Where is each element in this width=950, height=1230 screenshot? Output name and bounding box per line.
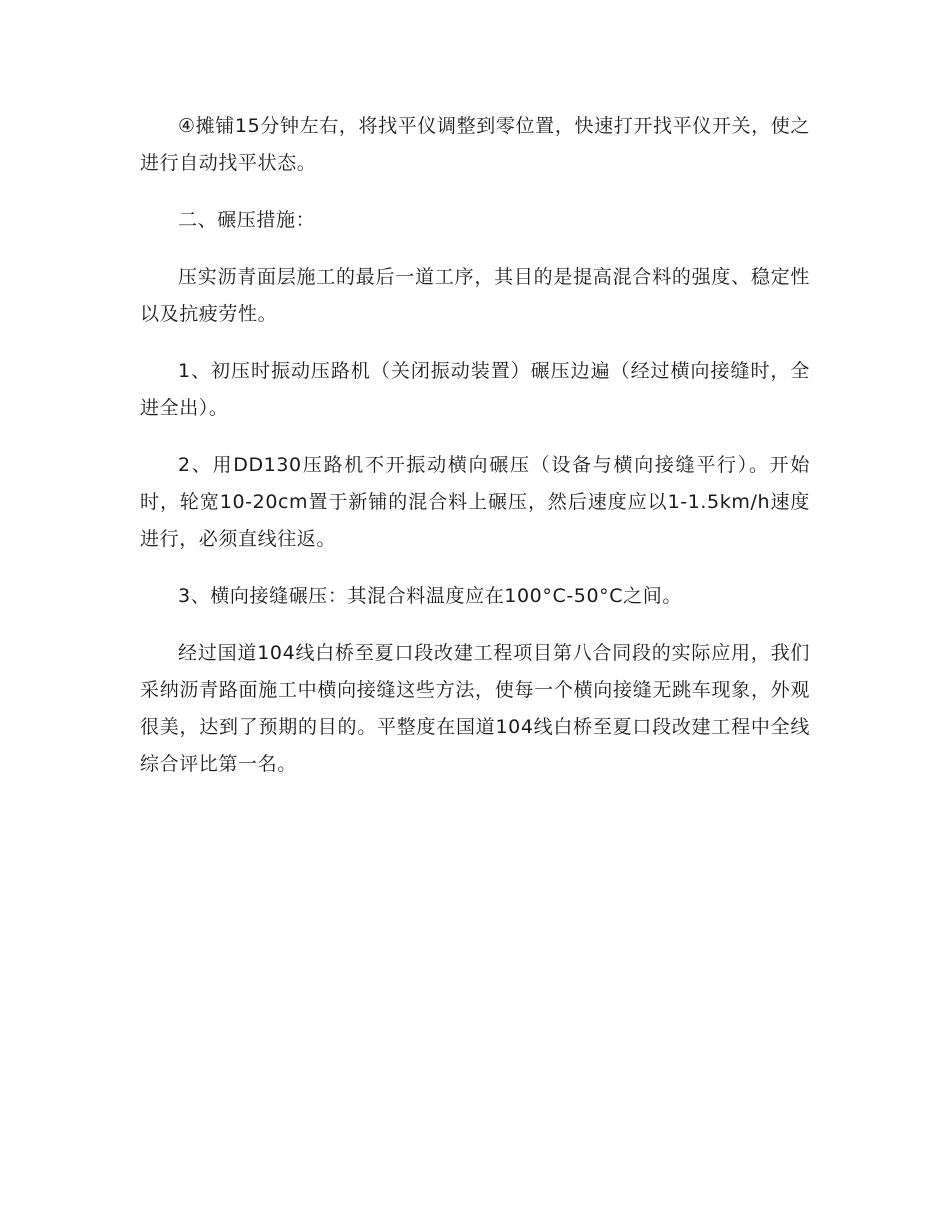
paragraph-paving-leveler: ④摊铺15分钟左右，将找平仪调整到零位置，快速打开找平仪开关，使之进行自动找平状态。	[140, 115, 810, 174]
paragraph-compaction-purpose: 压实沥青面层施工的最后一道工序，其目的是提高混合料的强度、稳定性以及抗疲劳性。	[140, 266, 810, 325]
paragraph-initial-compaction: 1、初压时振动压路机（关闭振动装置）碾压边遍（经过横向接缝时，全进全出）。	[140, 360, 810, 419]
paragraph-joint-temperature: 3、横向接缝碾压：其混合料温度应在100°C-50°C之间。	[178, 585, 682, 607]
paragraph-dd130-rolling: 2、用DD130压路机不开振动横向碾压（设备与横向接缝平行）。开始时，轮宽10-20cm置于新铺的混合料上碾压，然后速度应以1-1.5km/h速度进行，必须直线往返。	[140, 454, 810, 550]
paragraph-conclusion: 经过国道104线白桥至夏口段改建工程项目第八合同段的实际应用，我们采纳沥青路面施工中横向接缝这些方法，使每一个横向接缝无跳车现象，外观很美，达到了预期的目的。平整度在国道104线白桥至夏口段改建工程中全线综合评比第一名。	[140, 642, 810, 775]
document-body	[140, 108, 810, 803]
section-heading-compaction: 二、碾压措施：	[178, 209, 316, 231]
